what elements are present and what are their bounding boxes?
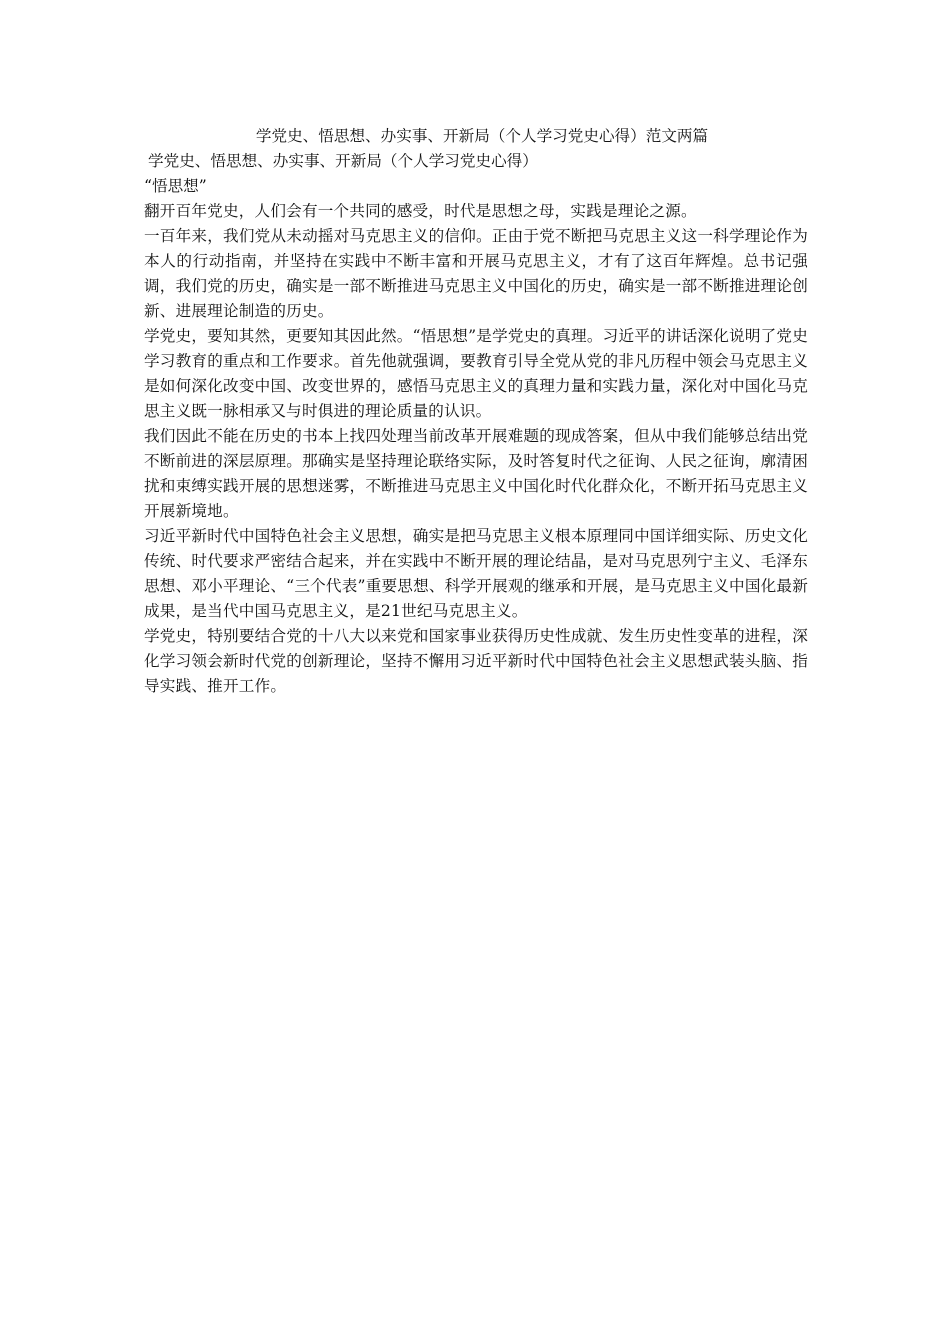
paragraph: 翻开百年党史，人们会有一个共同的感受，时代是思想之母，实践是理论之源。 [144,202,697,220]
paragraph: 一百年来，我们党从未动摇对马克思主义的信仰。正由于党不断把马克思主义这一科学理论作为本人的行动指南，并坚持在实践中不断丰富和开展马克思主义，才有了这百年辉煌。总书记强调，我们党的历史，确实是一部不断推进马克思主义中国化的历史，确实是一部不断推进理论创新、进展理论制造的历史。 [144,227,808,320]
document-title: 学党史、悟思想、办实事、开新局（个人学习党史心得）范文两篇 [255,127,709,145]
paragraph: 学党史，要知其然，更要知其因此然。“悟思想”是学党史的真理。习近平的讲话深化说明了党史学习教育的重点和工作要求。首先他就强调，要教育引导全党从党的非凡历程中领会马克思主义是如何深化改变中国、改变世界的，感悟马克思主义的真理力量和实践力量，深化对中国化马克思主义既一脉相承又与时俱进的理论质量的认识。 [144,327,808,420]
paragraph: 我们因此不能在历史的书本上找四处理当前改革开展难题的现成答案，但从中我们能够总结出党不断前进的深层原理。那确实是坚持理论联络实际，及时答复时代之征询、人民之征询，廓清困扰和束缚实践开展的思想迷雾，不断推进马克思主义中国化时代化群众化，不断开拓马克思主义开展新境地。 [144,427,808,520]
section-label: “悟思想” [144,177,207,195]
document-body [144,124,808,699]
paragraph: 习近平新时代中国特色社会主义思想，确实是把马克思主义根本原理同中国详细实际、历史文化传统、时代要求严密结合起来，并在实践中不断开展的理论结晶，是对马克思列宁主义、毛泽东思想、邓小平理论、“三个代表”重要思想、科学开展观的继承和开展，是马克思主义中国化最新成果，是当代中国马克思主义，是21世纪马克思主义。 [144,527,808,620]
paragraph: 学党史，特别要结合党的十八大以来党和国家事业获得历史性成就、发生历史性变革的进程，深化学习领会新时代党的创新理论，坚持不懈用习近平新时代中国特色社会主义思想武装头脑、指导实践、推开工作。 [144,627,808,695]
document-subtitle: 学党史、悟思想、办实事、开新局（个人学习党史心得） [148,152,538,170]
